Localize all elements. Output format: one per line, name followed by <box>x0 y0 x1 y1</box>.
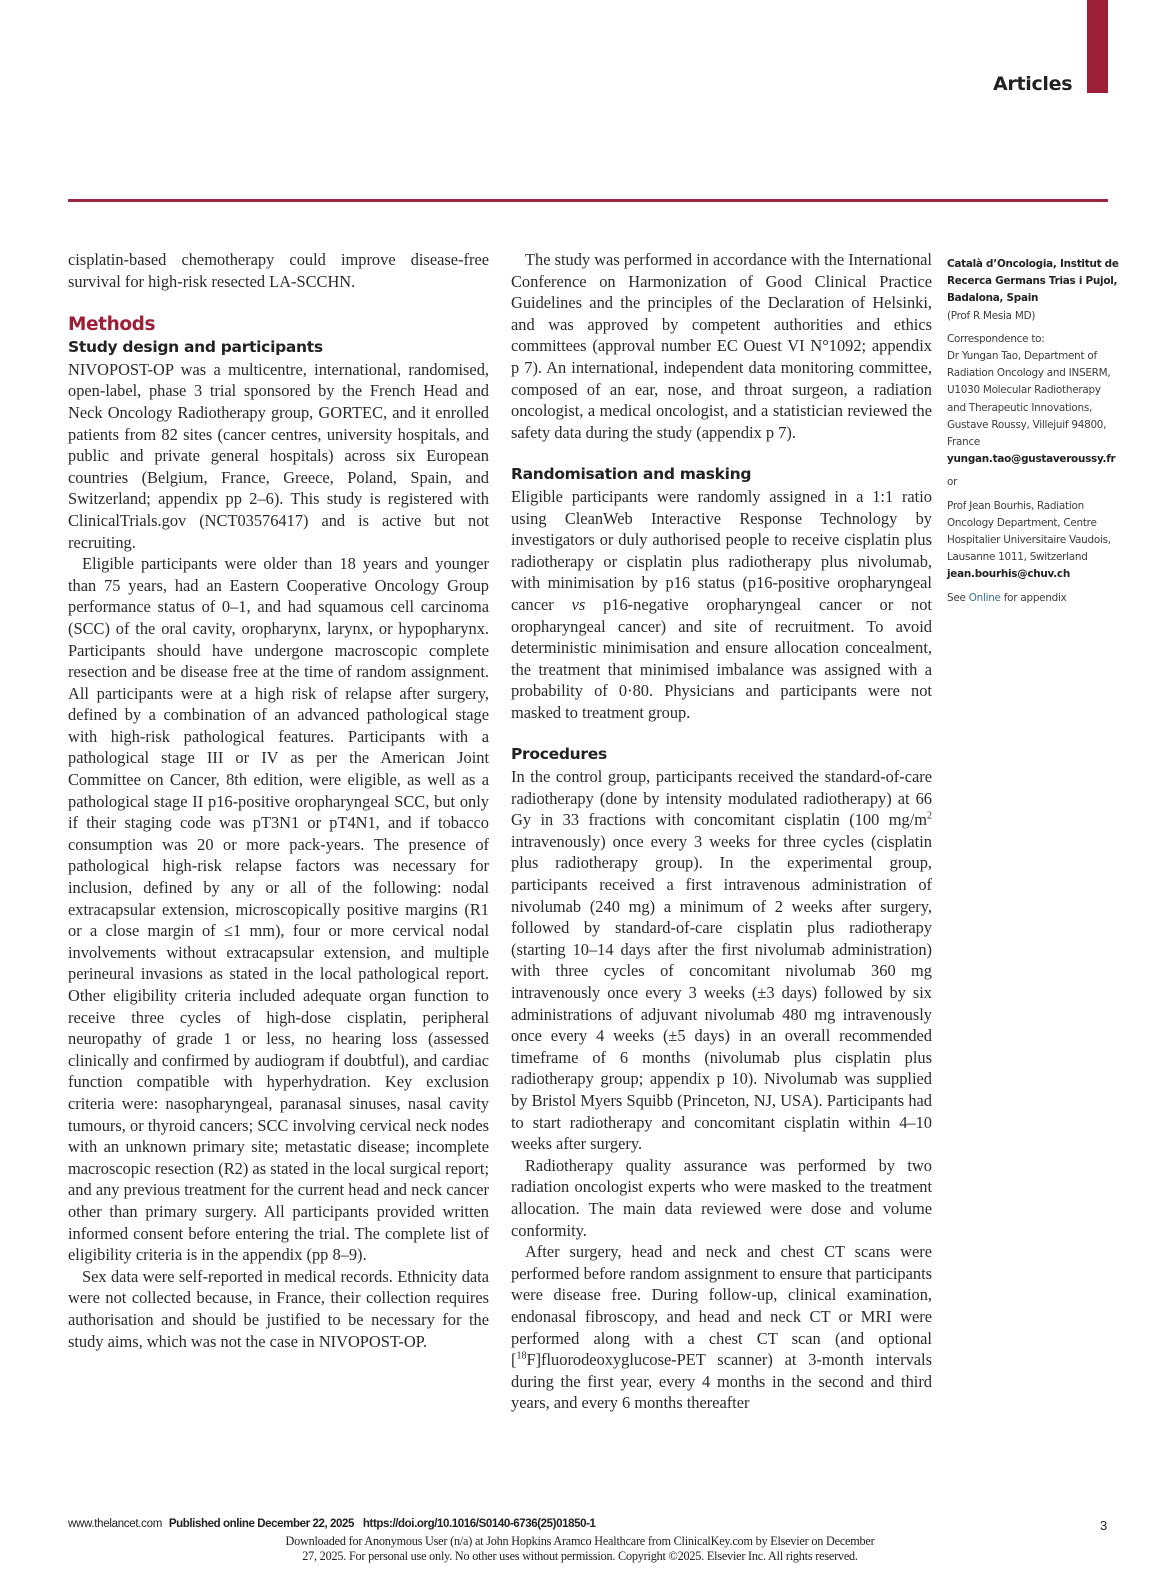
sex-ethnicity-paragraph: Sex data were self-reported in medical records. Ethnicity data were not collected because, in France, their collection requires authorisation and should be justified to be necessary for the study aims, which was not the case in NIVOPOST-OP. <box>68 1266 489 1351</box>
ethics-paragraph: The study was performed in accordance with the International Conference on Harmonization of Good Clinical Practice Guidelines and the principles of the Declaration of Helsinki, and was approved by competent authorities and ethics committees (approval number EC Ouest VI N°1092; appendix p 7). An international, independent data monitoring committee, composed of an ear, nose, and throat surgeon, a radiation oncologist, a medical oncologist, and a statistician reviewed the safety data during the study (appendix p 7). <box>511 250 932 442</box>
randomisation-heading: Randomisation and masking <box>511 465 752 484</box>
download-notice-line-2: 27, 2025. For personal use only. No other uses without permission. Copyright ©2025. Elsevier Inc. All rights reserved. <box>302 1548 858 1563</box>
appendix-note <box>947 590 1122 607</box>
published-date: Published online December 22, 2025 <box>168 1518 355 1530</box>
sidebar-notes <box>947 256 1122 613</box>
procedures-paragraph-3 <box>511 1241 932 1414</box>
journal-accent-bar <box>1087 0 1108 93</box>
eligibility-paragraph: Eligible participants were older than 18 years and younger than 75 years, had an Eastern Cooperative Oncology Group performance status of 0–1, and had squamous cell carcinoma (SCC) of the oral cavity, oropharynx, larynx, or hypopharynx. Participants should have undergone macroscopic complete resection and be disease free at the time of random assignment. All participants were at a high risk of relapse after surgery, defined by a combination of an advanced pathological stage with high-risk pathological features. Participants with a pathological stage III or IV as per the American Joint Committee on Cancer, 8th edition, were eligible, as well as a pathological stage II p16-positive oropharyngeal SCC, but only if their staging code was pT3N1 or pT4N1, and if tobacco consumption was 20 or more pack-years. The presence of pathological high-risk relapse factors was necessary for inclusion, defined by any or all of the following: nodal extracapsular extension, microscopically positive margins (R1 or a close margin of ≤1 mm), four or more cervical nodal involvements without extracapsular extension, and multiple perineural invasions as stated in the local pathological report. Other eligibility criteria included adequate organ function to receive three cycles of high-dose cisplatin, peripheral neuropathy of grade 1 or less, no hearing loss (assessed clinically and confirmed by audiogram if doubtful), and cardiac function compatible with hyperhydration. Key exclusion criteria were: nasopharyngeal, paranasal sinuses, nasal cavity tumours, or thyroid cancers; SCC involving cervical neck nodes with an unknown primary site; metastatic disease; incomplete macroscopic resection (R2) as stated in the local surgical report; and any previous treatment for the current head and neck cancer other than primary surgery. All participants provided written informed consent before entering the trial. The complete list of eligibility criteria is in the appendix (pp 8–9). <box>68 554 489 1265</box>
correspondence-label: Correspondence to: <box>947 332 1045 345</box>
correspondence-address-2: Prof Jean Bourhis, Radiation Oncology Department, Centre Hospitalier Universitaire Vaudois, Lausanne 1011, Switzerland <box>947 499 1111 564</box>
randomisation-paragraph <box>511 486 932 724</box>
page-number: 3 <box>1100 1518 1108 1533</box>
appendix-note-suffix: for appendix <box>1000 591 1067 604</box>
appendix-note-prefix: See <box>947 591 969 604</box>
methods-heading: Methods <box>68 314 156 336</box>
superscript-2: 2 <box>927 810 932 822</box>
email-link-2[interactable]: jean.bourhis@chuv.ch <box>947 568 1070 581</box>
affiliation-person: (Prof R Mesia MD) <box>947 309 1036 322</box>
page-footer <box>68 1518 1108 1530</box>
affiliation-block <box>947 256 1122 325</box>
email-link-1[interactable]: yungan.tao@gustaveroussy.fr <box>947 453 1116 466</box>
study-design-paragraph-1: NIVOPOST-OP was a multicentre, international, randomised, open-label, phase 3 trial sponsored by the French Head and Neck Oncology Radiotherapy group, GORTEC, and it enrolled patients from 82 sites (cancer centres, university hospitals, and public and private general hospitals) across six European countries (Belgium, France, Greece, Poland, Spain, and Switzerland; appendix pp 2–6). This study is registered with ClinicalTrials.gov (NCT03576417) and is active but not recruiting. <box>68 359 489 552</box>
affiliation-text: Català d’Oncologia, Institut de Recerca Germans Trias i Pujol, Badalona, Spain <box>947 258 1119 305</box>
download-notice-line-1: Downloaded for Anonymous User (n/a) at John Hopkins Aramco Healthcare from ClinicalKey.com by Elsevier on December <box>285 1534 875 1548</box>
download-notice <box>180 1534 980 1563</box>
or-separator: or <box>947 476 958 489</box>
study-design-heading: Study design and participants <box>68 338 323 357</box>
procedures-paragraph-2: Radiotherapy quality assurance was performed by two radiation oncologist experts who were masked to the treatment allocation. The main data reviewed were dose and volume conformity. <box>511 1155 932 1240</box>
followup-text-b: F]fluorodeoxyglucose-PET scanner) at 3-month intervals during the first year, every 4 months in the second and third years, and every 6 months thereafter <box>511 1350 932 1413</box>
correspondence-address-1: Dr Yungan Tao, Department of Radiation Oncology and INSERM, U1030 Molecular Radiotherapy and Therapeutic Innovations, Gustave Roussy, Villejuif 94800, France <box>947 350 1111 449</box>
intro-continuation: cisplatin-based chemotherapy could improve disease-free survival for high-risk resected LA-SCCHN. <box>68 250 489 291</box>
procedures-heading: Procedures <box>511 745 607 764</box>
header-rule <box>68 199 1108 202</box>
middle-column <box>511 249 932 1414</box>
doi-link[interactable]: https://doi.org/10.1016/S0140-6736(25)01850-1 <box>362 1518 596 1530</box>
section-label: Articles <box>993 73 1073 95</box>
randomisation-vs: vs <box>571 594 586 614</box>
followup-text-a: After surgery, head and neck and chest CT scans were performed before random assignment to ensure that participants were disease free. During follow-up, clinical examination, endonasal fibroscopy, and head and neck CT or MRI were performed along with a chest CT scan (and optional [ <box>511 1242 932 1370</box>
procedures-text-b: intravenously) once every 3 weeks for three cycles (cisplatin plus radiotherapy group). In the experimental group, participants received a first intravenous administration of nivolumab (240 mg) a minimum of 2 weeks after surgery, followed by standard-of-care cisplatin plus radiotherapy (starting 10–14 days after the first nivolumab administration) with three cycles of concomitant nivolumab 360 mg intravenously once every 3 weeks (±3 days) followed by six administrations of adjuvant nivolumab 480 mg intravenously once every 4 weeks (±5 days) in an overall recommended timeframe of 6 months (nivolumab plus cisplatin plus radiotherapy group; appendix p 10). Nivolumab was supplied by Bristol Myers Squibb (Princeton, NJ, USA). Participants had to start radiotherapy and concomitant cisplatin within 4–10 weeks after surgery. <box>511 831 932 1154</box>
journal-site-link[interactable]: www.thelancet.com <box>68 1518 162 1530</box>
online-appendix-link[interactable]: Online <box>968 591 1001 604</box>
randomisation-text-a: Eligible participants were randomly assigned in a 1:1 ratio using CleanWeb Interactive Response Technology by investigators or duly authorised people to receive cisplatin plus radiotherapy or cisplatin plus radiotherapy plus nivolumab, with minimisation by p16 status (p16-positive oropharyngeal cancer <box>511 486 932 614</box>
correspondence-block <box>947 331 1122 469</box>
procedures-paragraph-1 <box>511 766 932 1155</box>
procedures-text-a: In the control group, participants received the standard-of-care radiotherapy (done by intensity modulated radiotherapy) at 66 Gy in 33 fractions with concomitant cisplatin (100 mg/m <box>511 767 932 830</box>
superscript-18: 18 <box>516 1350 527 1362</box>
correspondence-block-2 <box>947 498 1122 584</box>
randomisation-text-b: p16-negative oropharyngeal cancer or not oropharyngeal cancer) and site of recruitment. To avoid deterministic minimisation and ensure allocation concealment, the treatment that minimised imbalance was assigned with a probability of 0·80. Physicians and participants were not masked to treatment group. <box>511 594 932 722</box>
left-column <box>68 249 489 1352</box>
